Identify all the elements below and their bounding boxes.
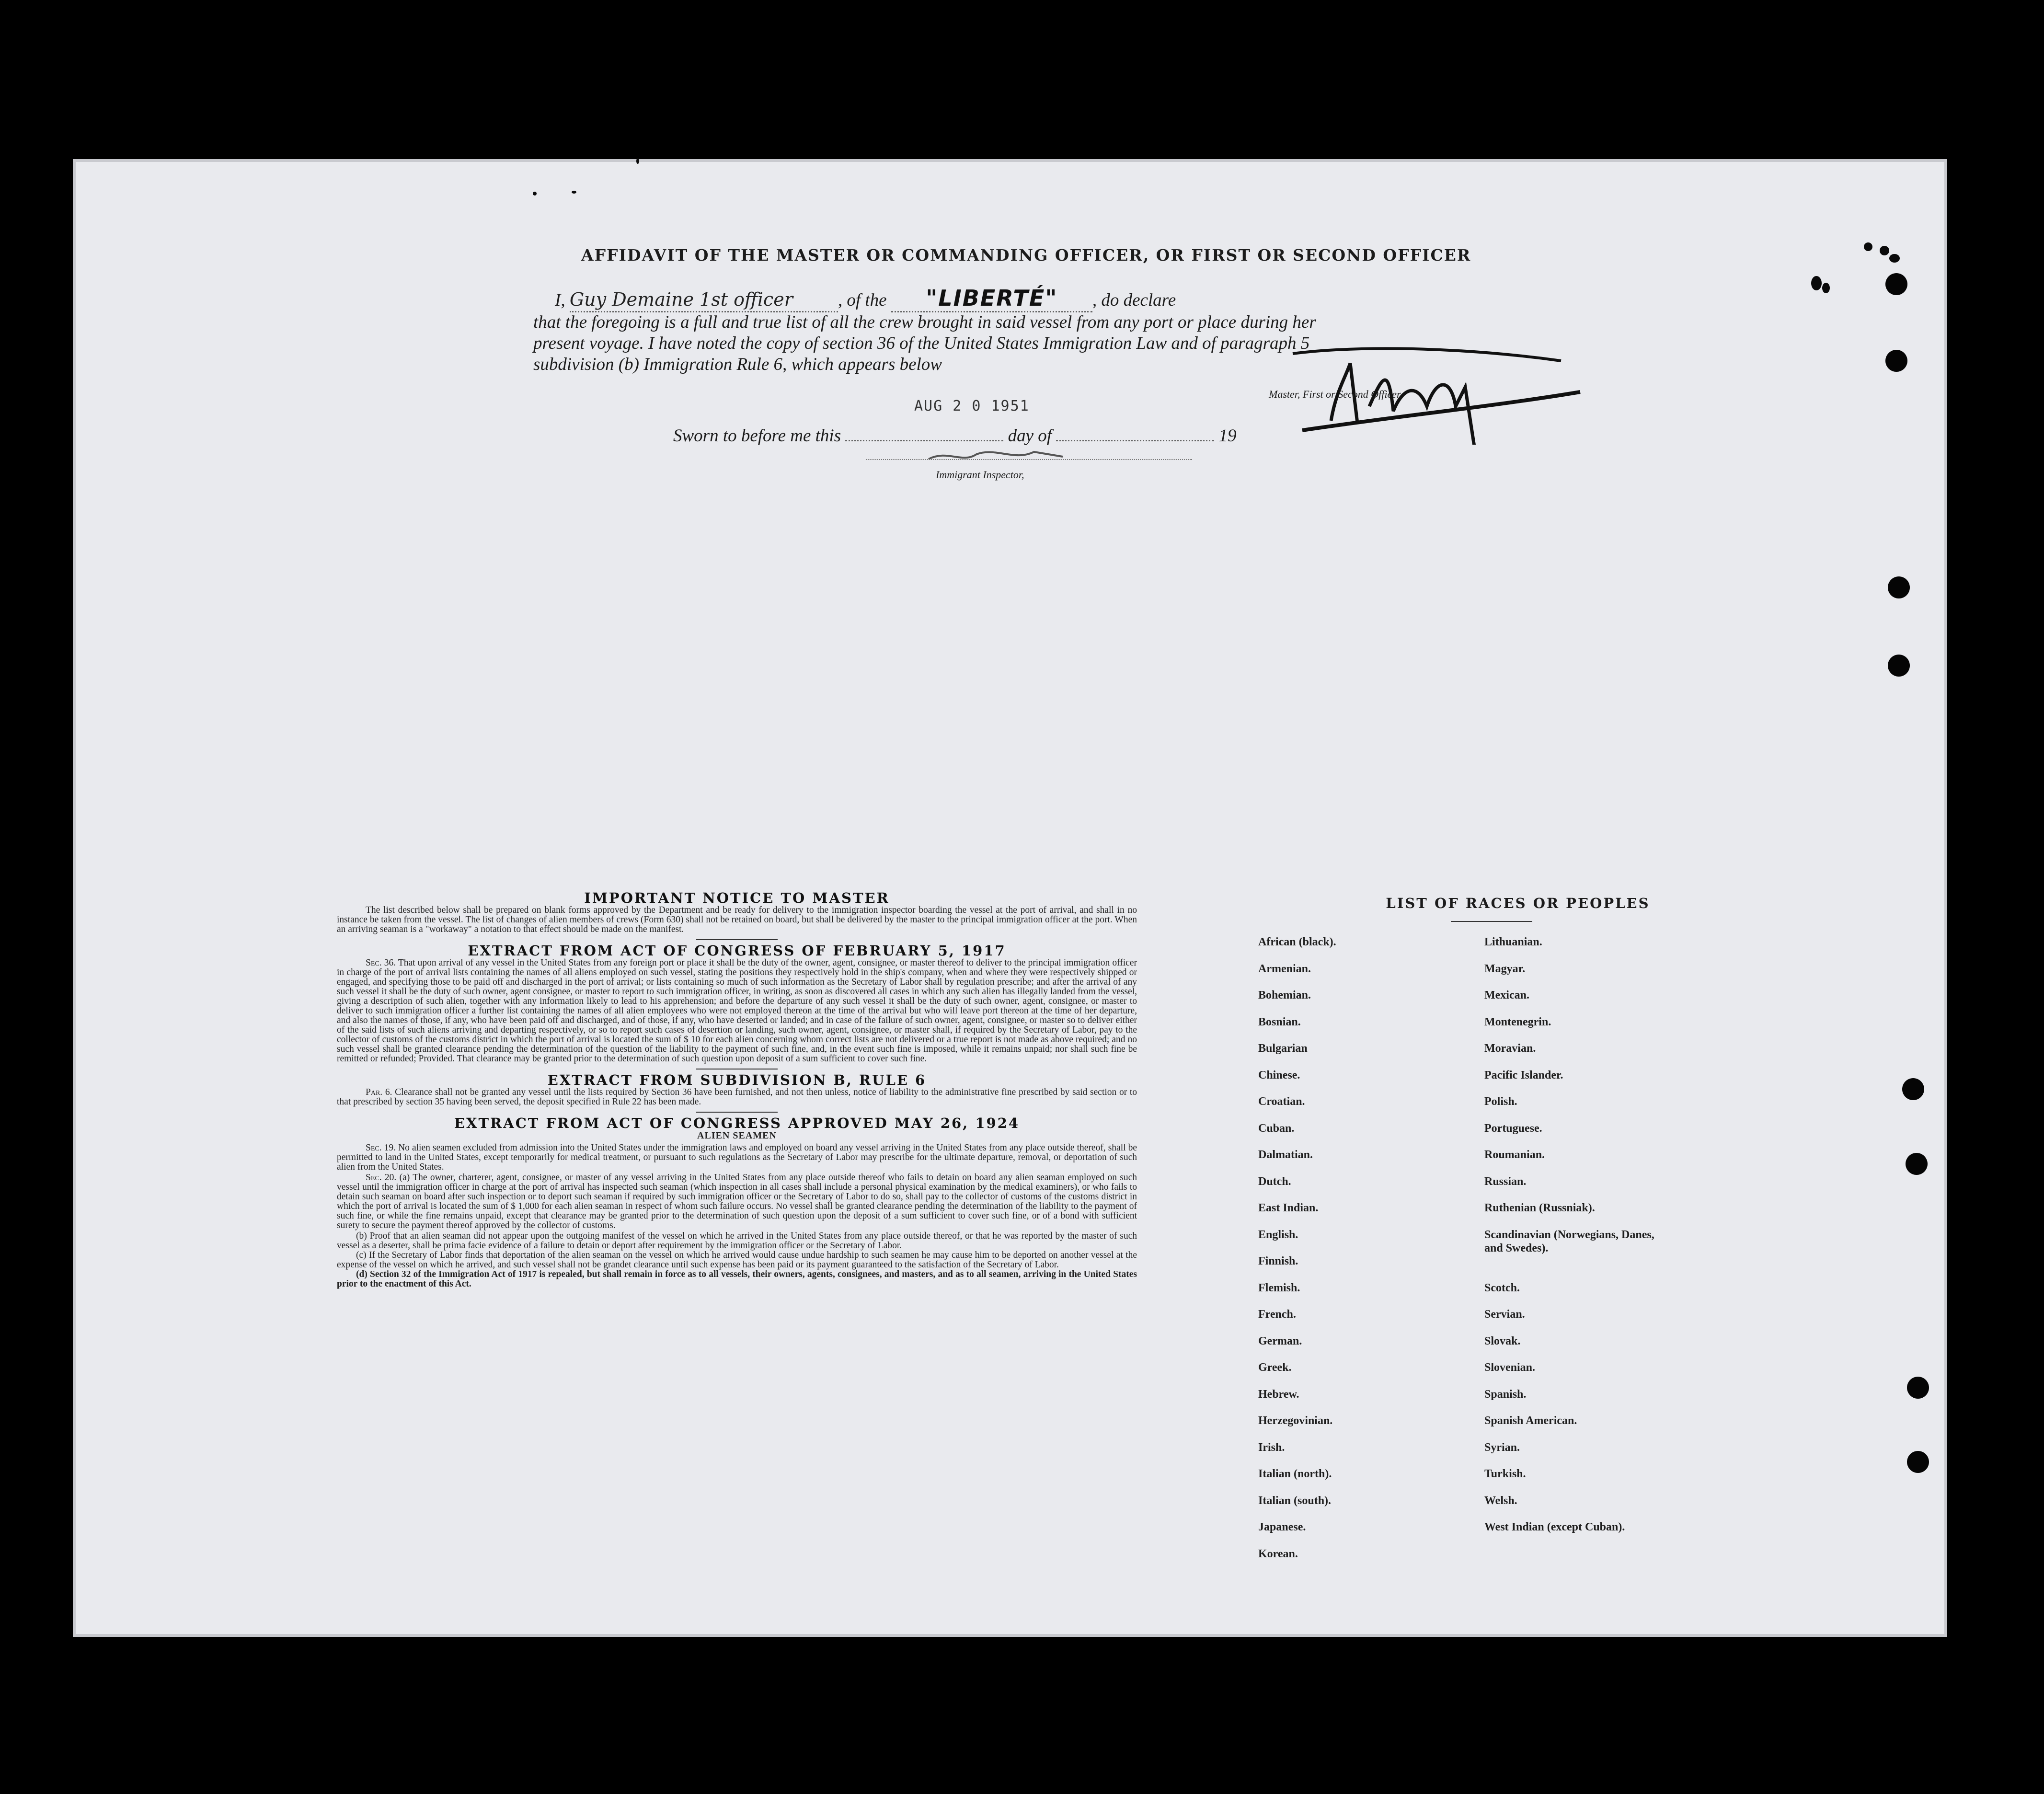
races-divider: [1451, 921, 1532, 922]
race-item: Roumanian.: [1484, 1149, 1545, 1161]
affidavit-do-declare: , do declare: [1092, 290, 1176, 310]
race-item: Russian.: [1484, 1175, 1527, 1188]
race-item: Dalmatian.: [1258, 1149, 1313, 1161]
race-item: Bosnian.: [1258, 1016, 1301, 1028]
race-item: English.: [1258, 1229, 1298, 1241]
affidavit-line-3: present voyage. I have noted the copy of section 36 of the United States Immigration Law and of paragraph 5: [533, 334, 1310, 353]
speck: [533, 192, 537, 196]
speck: [1880, 246, 1889, 255]
race-item: Scotch.: [1484, 1282, 1520, 1294]
race-item: Hebrew.: [1258, 1388, 1299, 1401]
section-label: Sec. 36.: [366, 958, 396, 968]
inspector-caption: Immigrant Inspector,: [936, 469, 1024, 481]
race-item: German.: [1258, 1335, 1302, 1347]
race-item: Turkish.: [1484, 1468, 1526, 1480]
notice-intro: The list described below shall be prepared on blank forms approved by the Department and be ready for delivery to the immigration inspector boarding the vessel at the port of arrival, and shall in no instance be taken from the vessel. The list of changes of alien members of crews (Form 630) shall not be retained on board, but shall be delivered by the master to the principal immigration officer at the port. When an arriving seaman is a "workaway" a notation to that effect should be made on the manifest.: [337, 905, 1137, 934]
extract-1924-subtitle: ALIEN SEAMEN: [697, 1130, 777, 1141]
vessel-name-field: [891, 285, 1092, 312]
race-item: Slovak.: [1484, 1335, 1521, 1347]
race-item: Spanish.: [1484, 1388, 1527, 1401]
section-label: Sec. 19.: [366, 1143, 396, 1153]
race-item: Chinese.: [1258, 1069, 1300, 1081]
vessel-name: "LIBERTÉ": [926, 285, 1058, 311]
speck: [1822, 283, 1830, 293]
race-item: Spanish American.: [1484, 1414, 1577, 1427]
punch-hole: [1907, 1451, 1929, 1473]
race-item: Japanese.: [1258, 1521, 1306, 1533]
date-stamp: AUG 2 0 1951: [914, 398, 1030, 414]
races-title: LIST OF RACES OR PEOPLES: [1386, 895, 1650, 911]
race-item: Lithuanian.: [1484, 936, 1542, 948]
extract-1917-title: EXTRACT FROM ACT OF CONGRESS OF FEBRUARY 5, 1917: [468, 943, 1006, 959]
race-item: Dutch.: [1258, 1175, 1291, 1188]
section-body: That upon arrival of any vessel in the United States from any foreign port or place it shall be the duty of the owner, agent, consignee, or master thereof to deliver to the principal immigration officer in charge of the port of arrival lists containing the names of all aliens employed on such vessel, stating the positions they respectively hold in the ship's company, when and where they were respectively shipped or engaged, and specifying those to be paid off and discharged in the port of arrival; or lists containing so much of such information as the Secretary of Labor shall by regulation prescribe; and after the arrival of any such vessel it shall be the duty of such owner, agent consignee, or master to report to such immigration officer, in writing, as soon as discovered all cases in which any such alien has illegally landed from the vessel, giving a description of such alien, together with any information likely to lead to his apprehension; and before the departure of any such vessel it shall be the duty of such owner, agent, consignee, or master to deliver to such immigration officer a further list containing the names of all alien employees who were not employed thereon at the time of the arrival but who will leave port thereon at the time of her departure, and also the names of those, if any, who have been paid off and discharged, and of those, if any, who have deserted or landed; and in case of the failure of such owner, agent, consignee, or master so to deliver either of the said lists of such aliens arriving and departing respectively, or so to report such cases of desertion or landing, such owner, agent, consignee, or master shall, if required by the Secretary of Labor, pay to the collector of customs of the customs district in which the port of arrival is located the sum of $ 10 for each alien concerning whom correct lists are not delivered or a true report is not made as above required; and no such vessel shall be granted clearance pending the determination of the question of the liability to the payment of such fine, and, in the event such fine is imposed, while it remains unpaid; nor shall such fine be remitted or refunded; Provided. That clearance may be granted prior to the determination of such question upon deposit of a sum sufficient to cover such fine.: [337, 958, 1137, 1064]
extract-rule6-title: EXTRACT FROM SUBDIVISION B, RULE 6: [547, 1072, 927, 1088]
section-label: Sec. 20.: [366, 1173, 397, 1183]
race-item: Polish.: [1484, 1095, 1517, 1108]
race-item: Bulgarian: [1258, 1042, 1308, 1055]
race-item: Ruthenian (Russniak).: [1484, 1202, 1595, 1214]
speck: [636, 158, 639, 164]
punch-hole: [1906, 1153, 1928, 1175]
race-item: Cuban.: [1258, 1122, 1295, 1135]
notice-column: [337, 890, 1137, 1289]
affidavit-of-the: , of the: [838, 290, 887, 310]
race-item: Italian (north).: [1258, 1468, 1332, 1480]
race-item: Irish.: [1258, 1441, 1285, 1454]
extract-rule6-text: [337, 1088, 1137, 1107]
race-item: Servian.: [1484, 1308, 1525, 1321]
race-item: Italian (south).: [1258, 1495, 1332, 1507]
officer-name-handwriting: Guy Demaine 1st officer: [569, 289, 793, 310]
notice-title: IMPORTANT NOTICE TO MASTER: [584, 890, 890, 906]
race-item: Slovenian.: [1484, 1361, 1536, 1374]
section-body: (a) The owner, charterer, agent, consignee, or master of any vessel arriving in the United States from any place outside thereof who fails to detain on board any alien seaman employed on such vessel until the immigration officer in charge at the port of arrival has inspected such seaman (which inspection in all cases shall include a personal physical examination by the medical examiners), or who fails to detain such seaman on board after such inspection or to deport such seaman if required by such immigration officer or the Secretary of Labor to do so, shall pay to the collector of customs of the customs district in which the port of arrival is located the sum of $ 1,000 for each alien seaman in respect of whom such failure occurs. No vessel shall be granted clearance pending the determination of the liability to the payment of such fine, or while the fine remains unpaid, except that clearance may be granted prior to the determination of such question upon the deposit of a sum sufficient to cover such fine, or of a bond with sufficient surety to secure the payment thereof approved by the collector of customs.: [337, 1173, 1137, 1230]
inspector-signature-line: [866, 459, 1192, 460]
race-item: Welsh.: [1484, 1495, 1517, 1507]
speck: [572, 191, 576, 194]
race-item: Mexican.: [1484, 989, 1529, 1001]
sworn-month-field: [1056, 440, 1214, 441]
race-item: African (black).: [1258, 936, 1336, 948]
manifest-sheet: [76, 162, 1944, 1634]
sworn-prefix: Sworn to before me this: [673, 426, 841, 446]
sworn-year: 19: [1218, 426, 1237, 446]
punch-hole: [1888, 655, 1910, 677]
affidavit-line-4: subdivision (b) Immigration Rule 6, which appears below: [533, 355, 942, 374]
race-item: Flemish.: [1258, 1282, 1300, 1294]
affidavit-title: AFFIDAVIT OF THE MASTER OR COMMANDING OFFICER, OR FIRST OR SECOND OFFICER: [581, 246, 1471, 264]
race-item: Armenian.: [1258, 963, 1311, 975]
race-item: Scandinavian (Norwegians, Danes, and Swedes).: [1484, 1229, 1654, 1254]
race-item: Moravian.: [1484, 1042, 1536, 1055]
race-item: Portuguese.: [1484, 1122, 1542, 1135]
sec20b-text: (b) Proof that an alien seaman did not appear upon the outgoing manifest of the vessel on which he arrived in the United States from any place outside thereof, or that he was reported by the master of such vessel as a deserter, shall be prima facie evidence of a failure to detain or deport after requirement by the immigration officer or the Secretary of Labor.: [337, 1231, 1137, 1251]
paragraph-label: Par. 6.: [366, 1087, 392, 1097]
race-item: Korean.: [1258, 1548, 1298, 1560]
race-item: Finnish.: [1258, 1255, 1298, 1267]
speck: [1811, 276, 1822, 290]
sec20a-text: [337, 1173, 1137, 1230]
race-item: Bohemian.: [1258, 989, 1311, 1001]
sec20d-text: (d) Section 32 of the Immigration Act of 1917 is repealed, but shall remain in force as to all vessels, their owners, agents, consignees, and masters, and as to all seamen, arriving in the United States prior to the enactment of this Act.: [337, 1269, 1137, 1289]
affidavit-line-2: that the foregoing is a full and true list of all the crew brought in said vessel from any port or place during her: [533, 312, 1316, 332]
race-item: Syrian.: [1484, 1441, 1520, 1454]
speck: [1889, 254, 1900, 263]
extract-1917-text: [337, 958, 1137, 1064]
speck: [1864, 242, 1872, 251]
race-item: Montenegrin.: [1484, 1016, 1551, 1028]
punch-hole: [1885, 273, 1907, 295]
punch-hole: [1888, 576, 1910, 598]
section-body: No alien seamen excluded from admission into the United States under the immigration laws and employed on board any vessel arriving in the United States from any place outside thereof, shall be permitted to land in the United States, except temporarily for medical treatment, or pursuant to such regulations as the Secretary of Labor may prescribe for the ultimate departure, removal, or deportation of such alien from the United States.: [337, 1143, 1137, 1172]
sworn-day-of: day of: [1008, 426, 1052, 446]
race-item: Pacific Islander.: [1484, 1069, 1563, 1081]
affidavit-line-1: [555, 285, 1176, 312]
punch-hole: [1907, 1377, 1929, 1399]
paragraph-body: Clearance shall not be granted any vessel until the lists required by Section 36 have been furnished, and not then unless, notice of liability to the administrative fine prescribed by said section or to that prescribed by section 35 having been served, the deposit specified in Rule 22 has been made.: [337, 1087, 1137, 1107]
sec20c-text: (c) If the Secretary of Labor finds that deportation of the alien seaman on the vessel on which he arrived would cause undue hardship to such seamen he may cause him to be deported on another vessel at the expense of the vessel on which he arrived, and such vessel shall not be grandet clearance until such expense has been paid or its payment guaranteed to the satisfaction of the Secretary of Labor.: [337, 1250, 1137, 1270]
extract-1924-title: EXTRACT FROM ACT OF CONGRESS APPROVED MAY 26, 1924: [454, 1115, 1020, 1131]
punch-hole: [1902, 1078, 1924, 1100]
race-item: Greek.: [1258, 1361, 1292, 1374]
race-item: West Indian (except Cuban).: [1484, 1521, 1625, 1533]
signature-caption: Master, First or Second Officer.: [1269, 388, 1402, 400]
affidavit-i: I,: [555, 290, 565, 310]
divider: [696, 1112, 778, 1113]
race-item: Herzegovinian.: [1258, 1414, 1333, 1427]
race-item: Croatian.: [1258, 1095, 1305, 1108]
race-item: Magyar.: [1484, 963, 1526, 975]
divider: [696, 1069, 778, 1070]
race-item: French.: [1258, 1308, 1296, 1321]
race-item: East Indian.: [1258, 1202, 1319, 1214]
divider: [696, 939, 778, 940]
officer-name-field: [570, 289, 838, 312]
punch-hole: [1885, 350, 1907, 372]
sec19-text: [337, 1143, 1137, 1172]
